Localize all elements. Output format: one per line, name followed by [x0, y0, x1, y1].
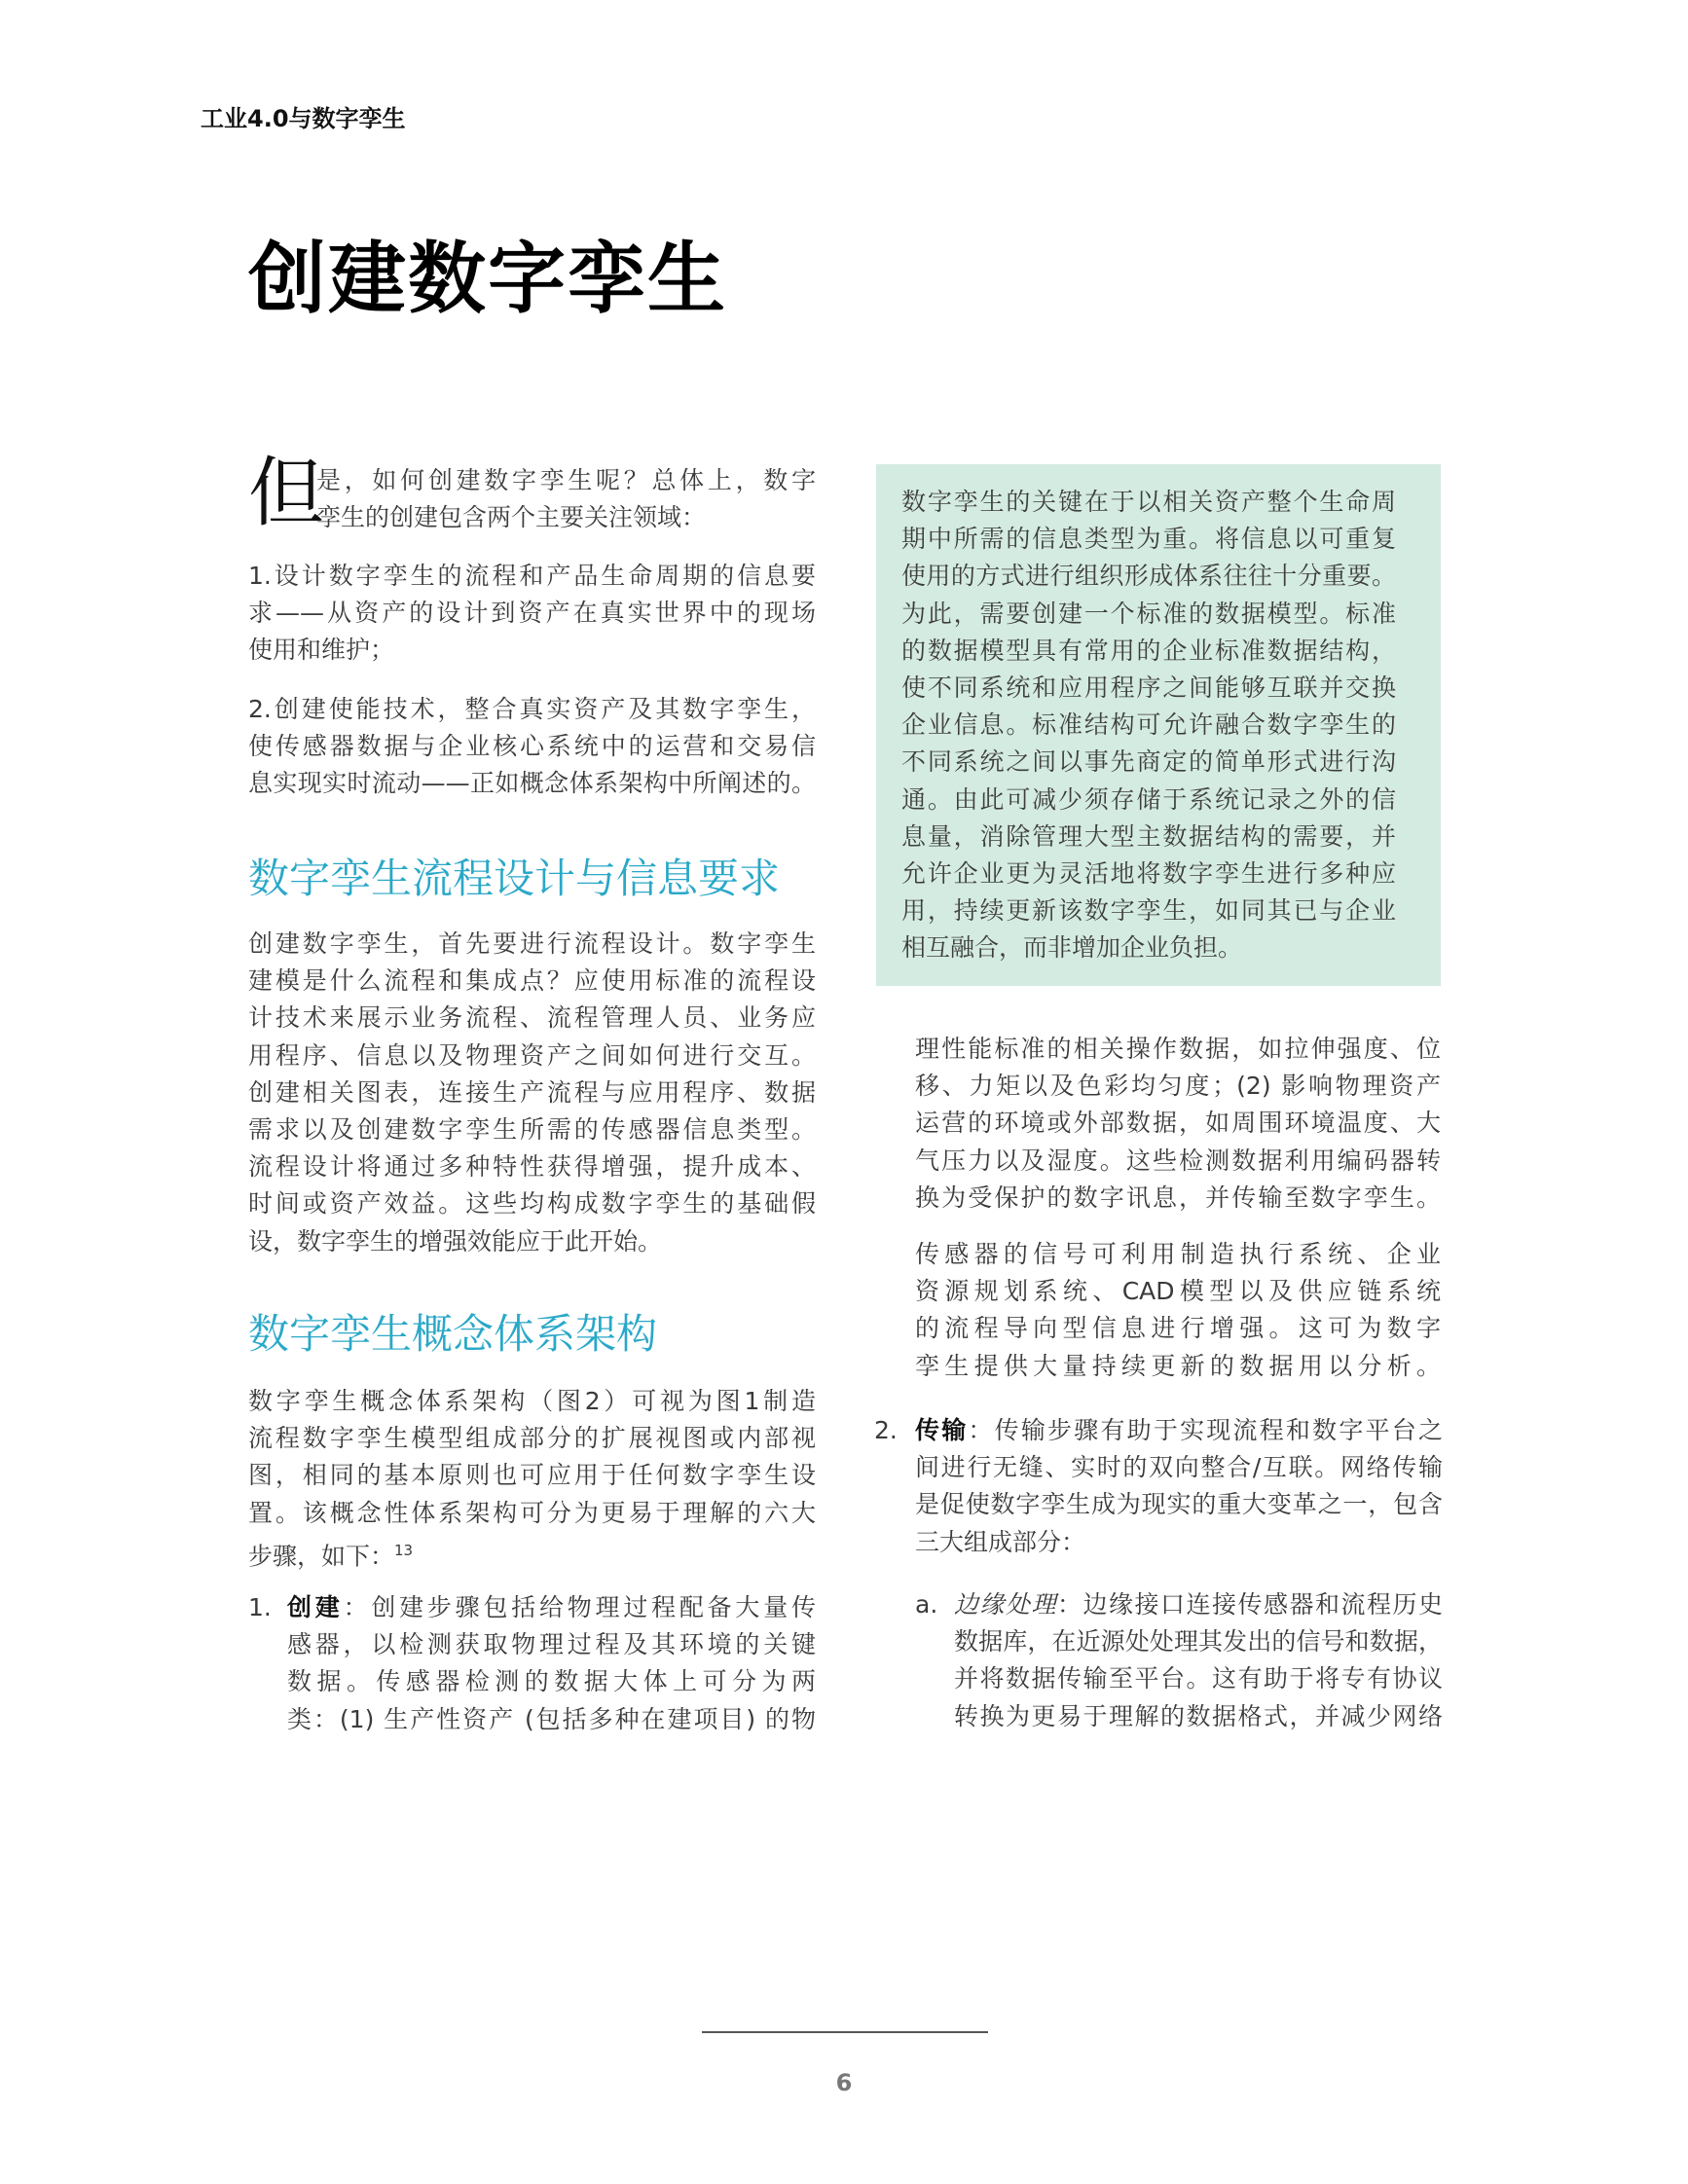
- footnote-ref[interactable]: 13: [394, 1541, 414, 1559]
- text-line: 时间或资产效益。这些均构成数字孪生的基础假: [248, 1189, 816, 1219]
- text-line: 理性能标准的相关操作数据，如拉伸强度、位: [915, 1035, 1441, 1063]
- text-line: 的数据模型具有常用的企业标准数据结构，: [901, 636, 1396, 665]
- section-heading-process-design: 数字孪生流程设计与信息要求: [248, 855, 781, 902]
- focus-area-2: [248, 691, 816, 803]
- text-line: 求——从资产的设计到资产在真实世界中的现场: [248, 599, 816, 628]
- text-line: 移、力矩以及色彩均匀度；(2) 影响物理资产: [915, 1072, 1441, 1101]
- text-line: 为此，需要创建一个标准的数据模型。标准: [901, 599, 1396, 628]
- text-line: 计技术来展示业务流程、流程管理人员、业务应: [248, 1003, 816, 1033]
- step-label: 边缘处理: [954, 1590, 1057, 1619]
- text-line: 1.设计数字孪生的流程和产品生命周期的信息要: [248, 562, 816, 590]
- intro-paragraph: [248, 450, 816, 537]
- text-line: 相互融合，而非增加企业负担。: [901, 933, 1243, 963]
- architecture-paragraph: [248, 1383, 816, 1575]
- text-line: 使传感器数据与企业核心系统中的运营和交易信: [248, 732, 816, 761]
- text-line: 息实现实时流动——正如概念体系架构中所阐述的。: [248, 769, 816, 798]
- list-number: 2.: [874, 1416, 898, 1444]
- text-line: 数据。传感器检测的数据大体上可分为两: [287, 1667, 816, 1696]
- text-line: 使用和维护；: [248, 636, 395, 665]
- step-2a-edge-processing: [915, 1586, 1443, 1735]
- text-line: 企业信息。标准结构可允许融合数字孪生的: [901, 710, 1396, 740]
- text-line: 需求以及创建数字孪生所需的传感器信息类型。: [248, 1115, 816, 1145]
- text-line: 2.创建使能技术，整合真实资产及其数字孪生，: [248, 695, 816, 723]
- text-line: 换为受保护的数字讯息，并传输至数字孪生。: [915, 1183, 1441, 1212]
- text-line: 并将数据传输至平台。这有助于将专有协议: [954, 1664, 1443, 1693]
- page-title: 创建数字孪生: [248, 234, 727, 324]
- step-1-continued: [915, 1031, 1441, 1385]
- text-line: 资源规划系统、CAD模型以及供应链系统: [915, 1277, 1441, 1306]
- text-line: 创建相关图表，连接生产流程与应用程序、数据: [248, 1077, 816, 1107]
- text-line: 三大组成部分：: [915, 1527, 1086, 1556]
- step-2-transmit: [874, 1412, 1443, 1561]
- text-line: 息量，消除管理大型主数据结构的需要，并: [901, 821, 1396, 851]
- page-number: 6: [835, 2069, 853, 2096]
- text-line: 流程设计将通过多种特性获得增强，提升成本、: [248, 1152, 816, 1182]
- text-line: 数据库，在近源处处理其发出的信号和数据，: [954, 1627, 1443, 1656]
- text-line: 不同系统之间以事先商定的简单形式进行沟: [901, 747, 1396, 777]
- text-line: 步骤，如下：: [248, 1542, 395, 1571]
- callout-box: [876, 464, 1441, 986]
- text-line: 传感器的信号可利用制造执行系统、企业: [915, 1240, 1441, 1269]
- text-line: 是，如何创建数字孪生呢？总体上，数字: [316, 466, 816, 494]
- text-line: ：创建步骤包括给物理过程配备大量传: [343, 1593, 816, 1621]
- running-head: 工业4.0与数字孪生: [201, 105, 406, 132]
- text-line: 使用的方式进行组织形成体系往往十分重要。: [901, 562, 1396, 591]
- list-letter: a.: [915, 1590, 938, 1619]
- text-line: 间进行无缝、实时的双向整合/互联。网络传输: [915, 1453, 1443, 1482]
- text-line: ：传输步骤有助于实现流程和数字平台之: [968, 1416, 1443, 1444]
- text-line: 是促使数字孪生成为现实的重大变革之一，包含: [915, 1490, 1443, 1519]
- text-line: 建模是什么流程和集成点？应使用标准的流程设: [248, 966, 816, 996]
- text-line: 置。该概念性体系架构可分为更易于理解的六大: [248, 1498, 816, 1527]
- text-line: 流程数字孪生模型组成部分的扩展视图或内部视: [248, 1424, 816, 1453]
- list-number: 1.: [248, 1593, 272, 1621]
- text-line: 设，数字孪生的增强效能应于此开始。: [248, 1226, 663, 1256]
- text-line: 的流程导向型信息进行增强。这可为数字: [915, 1314, 1441, 1343]
- text-line: ：边缘接口连接传感器和流程历史: [1057, 1590, 1443, 1619]
- text-line: 期中所需的信息类型为重。将信息以可重复: [901, 525, 1396, 554]
- step-1-create: [248, 1589, 816, 1738]
- text-line: 使不同系统和应用程序之间能够互联并交换: [901, 673, 1396, 703]
- text-line: 感器，以检测获取物理过程及其环境的关键: [287, 1630, 816, 1659]
- text-line: 类：(1) 生产性资产 (包括多种在建项目) 的物: [287, 1704, 816, 1733]
- step-label: 创建: [287, 1593, 344, 1621]
- text-line: 用程序、信息以及物理资产之间如何进行交互。: [248, 1040, 816, 1070]
- text-line: 数字孪生的关键在于以相关资产整个生命周: [901, 488, 1396, 516]
- text-line: 运营的环境或外部数据，如周围环境温度、大: [915, 1109, 1441, 1138]
- text-line: 气压力以及湿度。这些检测数据利用编码器转: [915, 1146, 1441, 1175]
- text-line: 孪生提供大量持续更新的数据用以分析。: [915, 1351, 1441, 1380]
- focus-area-1: [248, 558, 816, 670]
- text-line: 允许企业更为灵活地将数字孪生进行多种应: [901, 859, 1396, 889]
- text-line: 通。由此可减少须存储于系统记录之外的信: [901, 784, 1396, 814]
- text-line: 孪生的创建包含两个主要关注领域：: [316, 503, 707, 532]
- step-label: 传输: [915, 1416, 969, 1444]
- section-heading-architecture: 数字孪生概念体系架构: [248, 1310, 658, 1358]
- footer-divider: [702, 2031, 988, 2033]
- process-design-paragraph: [248, 926, 816, 1260]
- text-line: 创建数字孪生，首先要进行流程设计。数字孪生: [248, 929, 816, 958]
- drop-cap: 但: [248, 450, 325, 537]
- text-line: 用，持续更新该数字孪生，如同其已与企业: [901, 896, 1396, 926]
- text-line: 转换为更易于理解的数据格式，并减少网络: [954, 1701, 1443, 1730]
- text-line: 图，相同的基本原则也可应用于任何数字孪生设: [248, 1461, 816, 1490]
- text-line: 数字孪生概念体系架构（图2）可视为图1制造: [248, 1387, 816, 1415]
